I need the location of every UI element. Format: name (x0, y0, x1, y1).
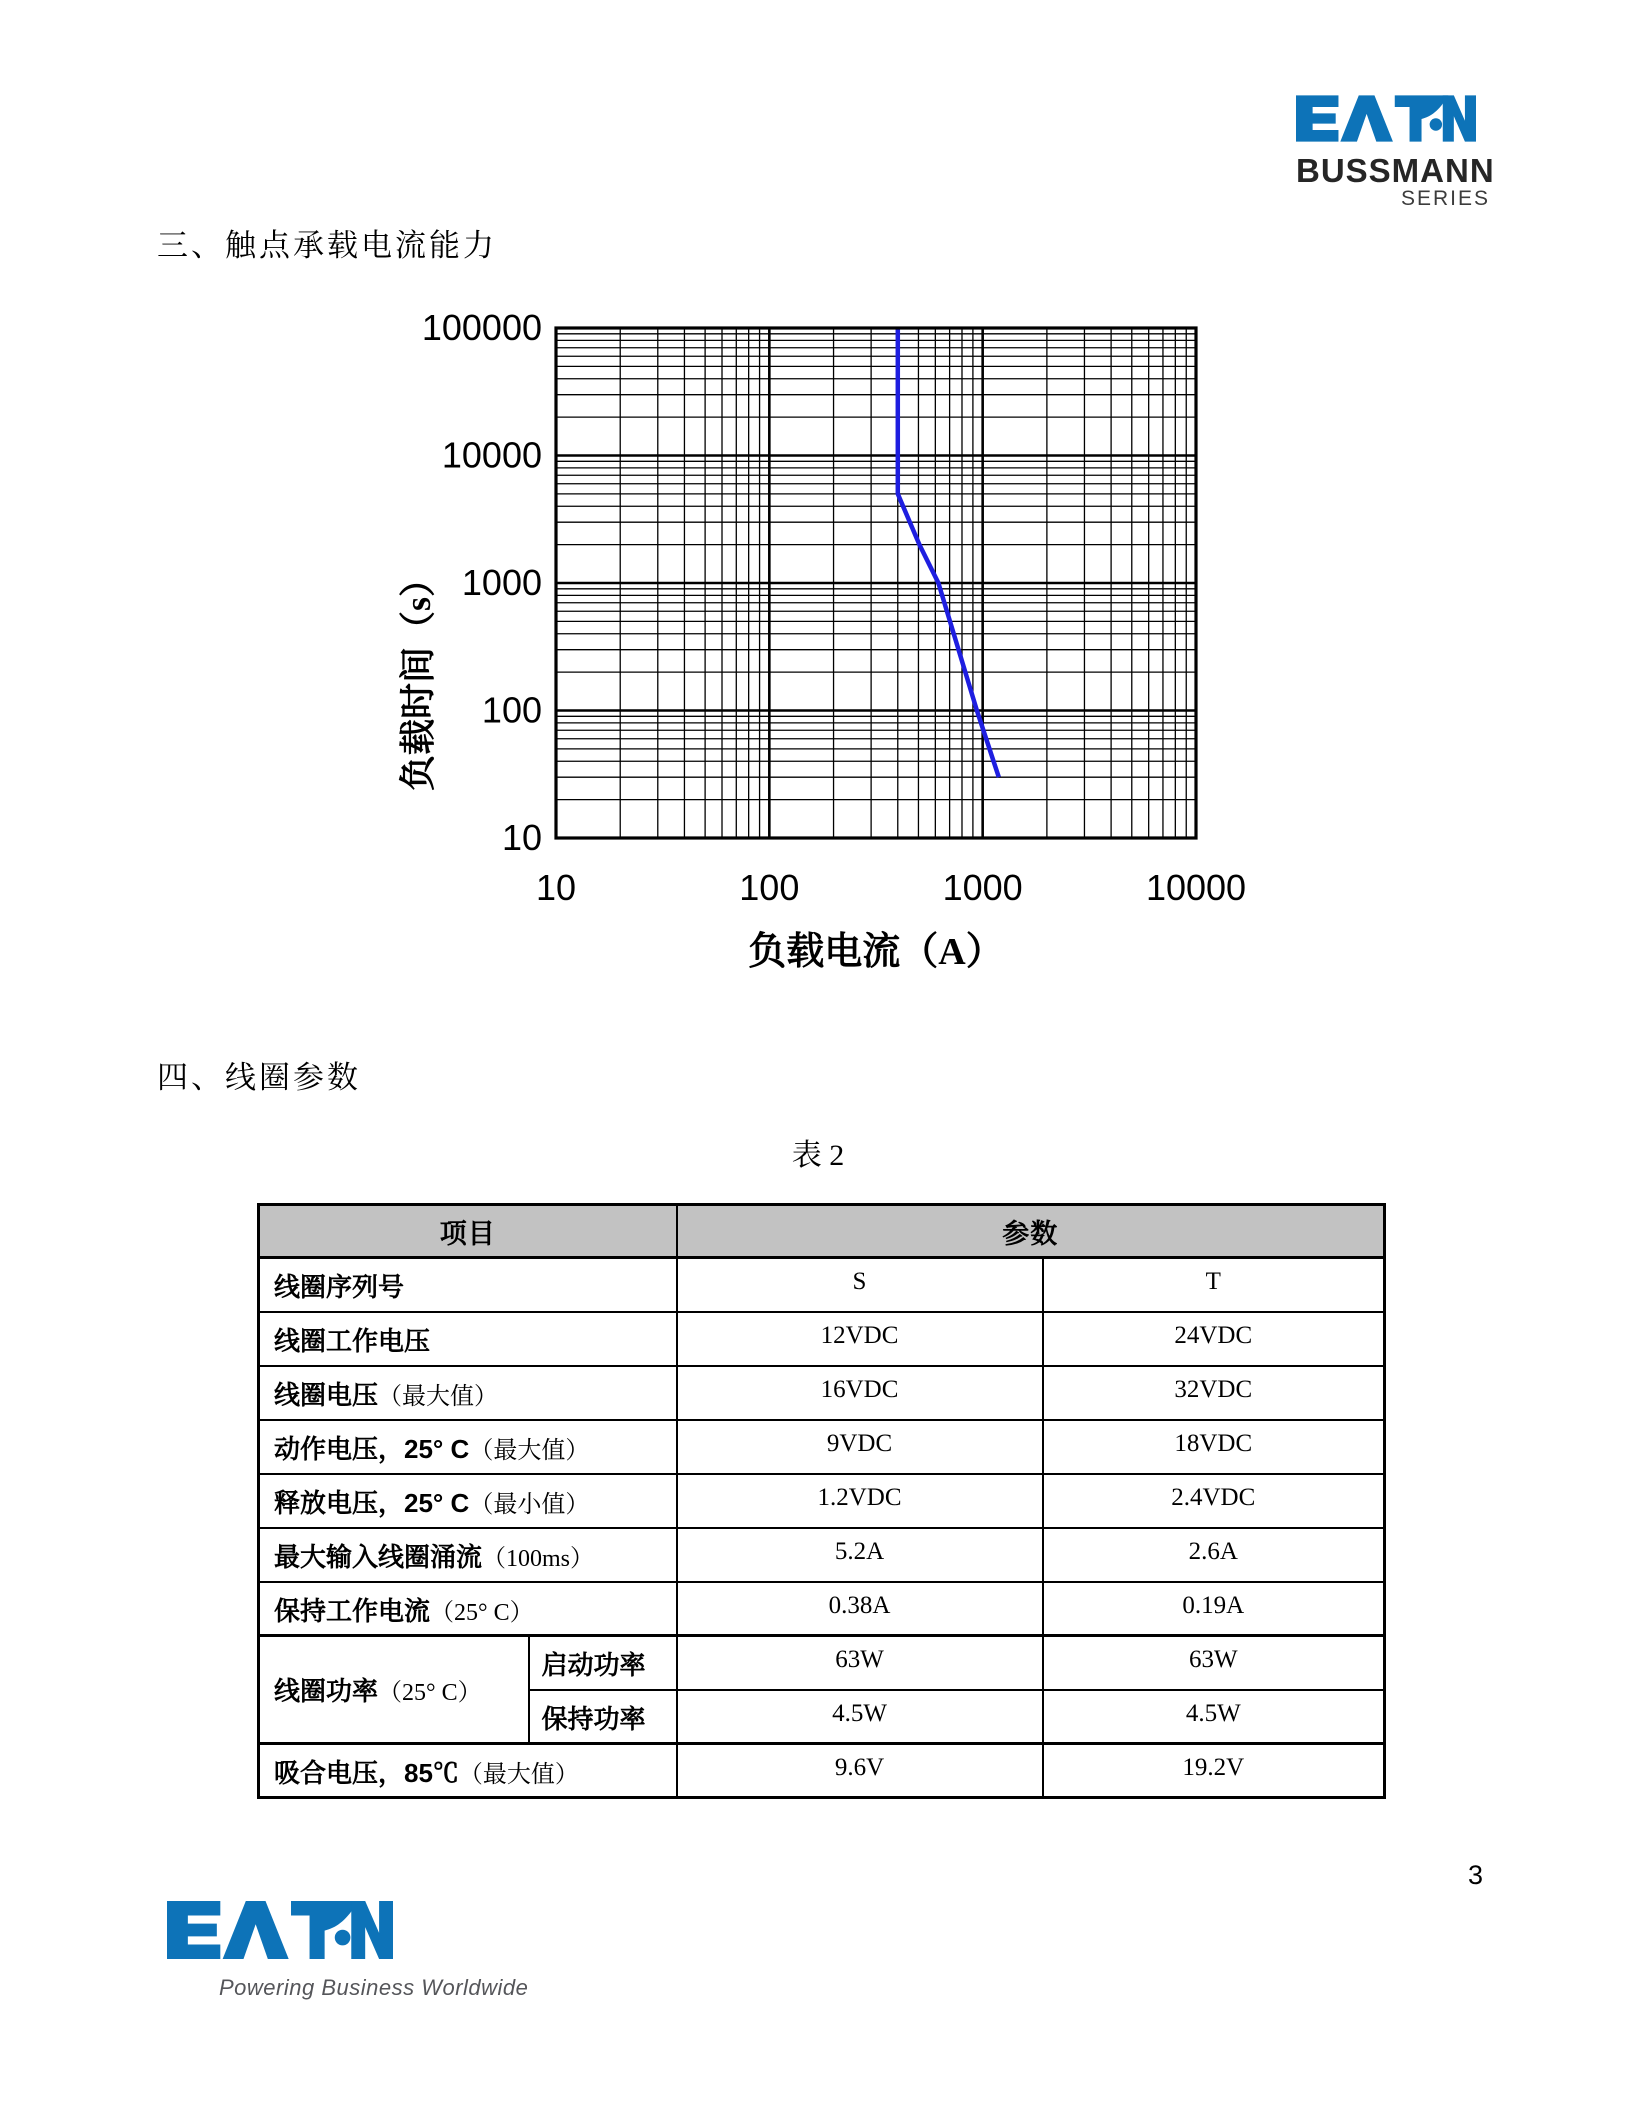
table-row: 最大输入线圈涌流（100ms） 5.2A 2.6A (259, 1528, 1385, 1582)
coil-parameter-table (257, 1203, 1386, 1799)
section3-heading: 三、触点承载电流能力 (157, 228, 497, 263)
load-current-time-chart (380, 296, 1260, 1016)
value-t: 24VDC (1043, 1312, 1385, 1366)
table-row: 线圈电压（最大值） 16VDC 32VDC (259, 1366, 1385, 1420)
footer-tagline: Powering Business Worldwide (219, 1975, 529, 2000)
section4-heading: 四、线圈参数 (157, 1060, 361, 1095)
header-cell-item: 项目 (259, 1205, 677, 1258)
value-s: 12VDC (677, 1312, 1043, 1366)
value-s: 0.38A (677, 1582, 1043, 1636)
header-brand-block (1296, 95, 1495, 210)
y-tick-label: 100000 (421, 307, 542, 348)
value-t: 18VDC (1043, 1420, 1385, 1474)
page-number: 3 (1468, 1860, 1484, 1890)
row-label: 线圈序列号 (274, 1272, 405, 1302)
table-row: 释放电压，25° C（最小值） 1.2VDC 2.4VDC (259, 1474, 1385, 1528)
eaton-logo (1296, 95, 1490, 142)
table-row (259, 1312, 1385, 1366)
row-label: 吸合电压，85℃ (274, 1758, 459, 1788)
bussmann-wordmark: BUSSMANN (1296, 152, 1495, 189)
y-axis-title: 负载时间（s） (398, 560, 438, 792)
value-s: 9VDC (677, 1420, 1043, 1474)
table-row-pickup-voltage: 吸合电压，85℃（最大值） 9.6V 19.2V (259, 1744, 1385, 1798)
sub-label-inrush-power: 启动功率 (529, 1636, 677, 1690)
value-t: 4.5W (1043, 1690, 1385, 1744)
footer-eaton-logo (167, 1901, 393, 1959)
y-tick-label: 10 (501, 817, 542, 858)
row-label: 线圈电压 (274, 1379, 379, 1410)
coil-power-label-cell: 线圈功率（25° C） (259, 1636, 529, 1744)
eaton-logo-icon (167, 1901, 393, 1959)
x-tick-label: 1000 (942, 867, 1023, 908)
value-s: 16VDC (677, 1366, 1043, 1420)
table-caption: 表 2 (791, 1139, 845, 1172)
table-row: 动作电压，25° C（最大值） 9VDC 18VDC (259, 1420, 1385, 1474)
value-t: 19.2V (1043, 1744, 1385, 1798)
value-s: 63W (677, 1636, 1043, 1690)
eaton-logo-icon (1296, 95, 1476, 142)
row-label: 保持工作电流 (274, 1595, 431, 1626)
table-row (259, 1258, 1385, 1312)
table-row: 保持工作电流（25° C） 0.38A 0.19A (259, 1582, 1385, 1636)
value-t: 2.4VDC (1043, 1474, 1385, 1528)
y-tick-label: 10000 (441, 434, 542, 476)
x-axis-title: 负载电流（A） (748, 931, 1004, 973)
x-tick-label: 100 (739, 867, 800, 908)
value-t: 2.6A (1043, 1528, 1385, 1582)
row-label: 最大输入线圈涌流 (274, 1541, 483, 1572)
value-t: 32VDC (1043, 1366, 1385, 1420)
value-t: T (1043, 1258, 1385, 1312)
series-wordmark: SERIES (1400, 187, 1490, 210)
sub-label-hold-power: 保持功率 (529, 1690, 677, 1744)
row-label: 动作电压，25° C (274, 1433, 470, 1464)
x-tick-label: 10 (535, 867, 577, 908)
value-s: 1.2VDC (677, 1474, 1043, 1528)
value-s: S (677, 1258, 1043, 1312)
value-t: 63W (1043, 1636, 1385, 1690)
value-s: 9.6V (677, 1744, 1043, 1798)
table-row-coil-power-start (259, 1636, 1385, 1690)
value-s: 4.5W (677, 1690, 1043, 1744)
table-header-row (259, 1205, 1385, 1258)
header-cell-parameter: 参数 (677, 1205, 1385, 1258)
row-label: 线圈工作电压 (274, 1325, 431, 1356)
value-s: 5.2A (677, 1528, 1043, 1582)
value-t: 0.19A (1043, 1582, 1385, 1636)
y-tick-label: 1000 (461, 562, 542, 603)
y-tick-label: 100 (481, 689, 542, 731)
row-label: 释放电压，25° C (274, 1487, 470, 1518)
x-tick-label: 10000 (1145, 867, 1247, 908)
